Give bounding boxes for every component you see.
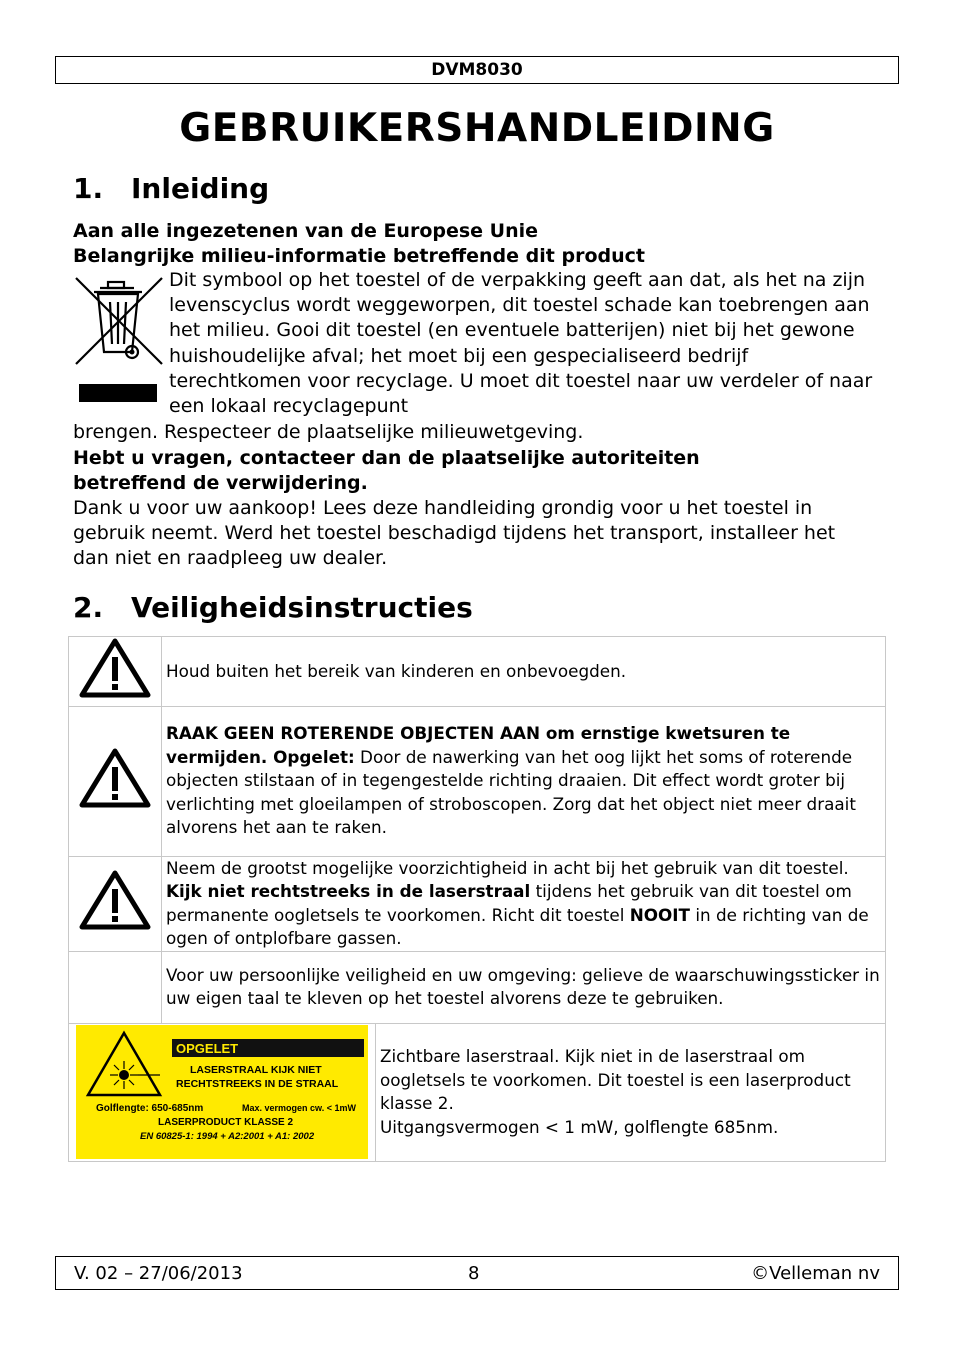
safety-row-sticker — [69, 951, 886, 1023]
laser-caution-bold-2: NOOIT — [629, 904, 690, 925]
laser-class-text: Zichtbare laserstraal. Kijk niet in de laserstraal om oogletsels te voorkomen. Dit toestel is een laserproduct klasse 2. — [380, 1046, 851, 1113]
footer-copyright: ©Velleman nv — [751, 1263, 880, 1284]
header-model-box — [55, 56, 899, 84]
section-2-number: 2. — [73, 591, 104, 624]
weee-text-continued: brengen. Respecteer de plaatselijke milieuwetgeving. — [73, 421, 584, 443]
rotating-warning-bold: RAAK GEEN ROTERENDE OBJECTEN AAN om ernstige kwetsuren te vermijden. Opgelet: — [166, 723, 791, 767]
laser-caution-text-c: in de richting van de ogen of ontplofbare gassen. — [166, 904, 869, 948]
safety-row-laser-caution — [69, 856, 886, 951]
safety-row-laser-label — [69, 1023, 886, 1161]
laser-label-wavelength: Golflengte: 650-685nm — [96, 1103, 204, 1114]
laser-label-line-2: RECHTSTREEKS IN DE STRAAL — [176, 1078, 339, 1090]
footer — [55, 1256, 899, 1290]
thanks-paragraph: Dank u voor uw aankoop! Lees deze handleiding grondig voor u het toestel in gebruik neemt. Werd het toestel beschadigd tijdens het transport, installeer het dan niet en raadpleeg uw dealer. — [73, 497, 836, 569]
laser-label-power: Max. vermogen cw. < 1mW — [242, 1103, 356, 1113]
laser-caution-bold-1: Kijk niet rechtstreeks in de laserstraal — [166, 881, 531, 901]
environment-info-line: Belangrijke milieu-informatie betreffende dit product — [73, 245, 645, 267]
header-model: DVM8030 — [431, 60, 523, 80]
laser-caution-text-b: tijdens het gebruik van dit toestel om permanente oogletsels te voorkomen. Richt dit toestel — [166, 881, 852, 925]
safety-text-children: Houd buiten het bereik van kinderen en onbevoegden. — [162, 637, 886, 707]
section-1-number: 1. — [73, 172, 104, 205]
weee-text: Dit symbool op het toestel of de verpakking geeft aan dat, als het na zijn levenscyclus wordt weggeworpen, dit toestel schade kan toebrengen aan het milieu. Gooi dit toestel (en eventuele batterijen) niet bij het gewone huishoudelijke afval; het moet bij een gespecialiseerd bedrijf terechtkomen voor recyclage. U moet dit toestel naar uw verdeler of naar een lokaal recyclagepunt — [169, 269, 873, 418]
safety-table — [68, 636, 886, 1162]
footer-version: V. 02 – 27/06/2013 — [74, 1263, 243, 1284]
safety-row-rotating — [69, 706, 886, 856]
laser-caution-text-a: Neem de grootst mogelijke voorzichtigheid in acht bij het gebruik van dit toestel. — [166, 857, 849, 878]
page-title: GEBRUIKERSHANDLEIDING — [179, 106, 775, 151]
laser-label-line-1: LASERSTRAAL KIJK NIET — [190, 1064, 322, 1076]
laser-warning-label — [76, 1025, 368, 1159]
section-1-heading — [73, 172, 269, 205]
laser-label-standard: EN 60825-1: 1994 + A2:2001 + A1: 2002 — [140, 1131, 315, 1142]
warning-triangle-icon — [78, 869, 152, 931]
warning-triangle-icon — [78, 637, 152, 699]
crossed-bin-icon — [72, 272, 166, 370]
safety-text-sticker: Voor uw persoonlijke veiligheid en uw omgeving: gelieve de waarschuwingssticker in uw eigen taal te kleven op het toestel alvorens deze te gebruiken. — [162, 951, 886, 1023]
footer-page-number: 8 — [468, 1263, 480, 1284]
warning-triangle-icon — [78, 747, 152, 809]
rotating-warning-text: Door de nawerking van het oog lijkt het soms of roterende objecten stilstaan of in tegengestelde richting draaien. Dit effect wordt groter bij verlichting met gloeilampen of stroboscopen. Zorg dat het object niet meer draait alvorens het aan te raken. — [166, 746, 856, 838]
safety-text-laser-class — [376, 1045, 885, 1139]
disposal-questions: Hebt u vragen, contacteer dan de plaatselijke autoriteiten betreffend de verwijdering. — [73, 447, 700, 494]
section-2-heading — [73, 591, 473, 624]
weee-black-bar — [79, 384, 157, 402]
safety-row-children — [69, 637, 886, 707]
laser-label-heading: OPGELET — [176, 1041, 239, 1056]
laser-label-class: LASERPRODUCT KLASSE 2 — [158, 1117, 294, 1128]
laser-output-text: Uitgangsvermogen < 1 mW, golflengte 685nm. — [380, 1116, 779, 1137]
safety-text-rotating — [162, 706, 886, 856]
eu-residents-line: Aan alle ingezetenen van de Europese Unie — [73, 220, 539, 242]
section-1-title: Inleiding — [131, 172, 270, 205]
section-2-title: Veiligheidsinstructies — [131, 591, 473, 624]
safety-text-laser-caution — [162, 856, 886, 951]
